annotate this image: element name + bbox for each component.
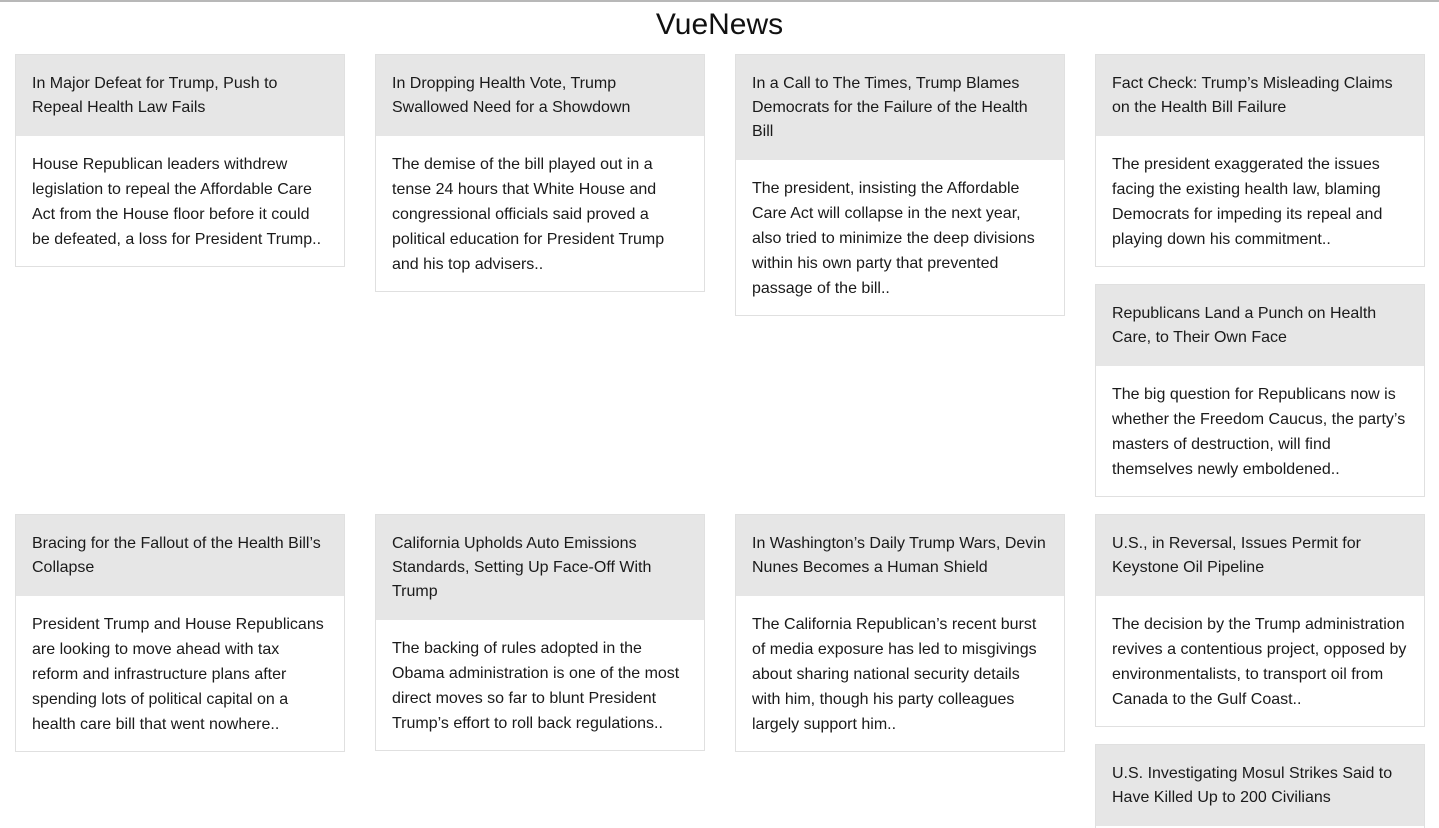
news-card-abstract: The decision by the Trump administration revives a contentious project, opposed by environmentalists, to transport oil from Canada to the Gulf Coast.. <box>1112 616 1407 708</box>
news-card-abstract: The president exaggerated the issues facing the existing health law, blaming Democrats for impeding its repeal and playing down his commitment.. <box>1112 156 1383 248</box>
news-card-title: U.S. Investigating Mosul Strikes Said to Have Killed Up to 200 Civilians <box>1096 745 1424 826</box>
news-card-title: Fact Check: Trump’s Misleading Claims on the Health Bill Failure <box>1096 55 1424 136</box>
news-card[interactable] <box>375 514 705 751</box>
news-card-abstract: President Trump and House Republicans are looking to move ahead with tax reform and infrastructure plans after spending lots of political capital on a health care bill that went nowhere.. <box>32 616 324 733</box>
news-card-title: Republicans Land a Punch on Health Care, to Their Own Face <box>1096 285 1424 366</box>
news-card-title: Bracing for the Fallout of the Health Bill’s Collapse <box>16 515 344 596</box>
news-card-abstract: The big question for Republicans now is whether the Freedom Caucus, the party’s masters of destruction, will find themselves newly emboldened.. <box>1112 386 1406 478</box>
news-card-title: In Dropping Health Vote, Trump Swallowed Need for a Showdown <box>376 55 704 136</box>
news-card[interactable] <box>1095 284 1425 497</box>
news-card-abstract: The California Republican’s recent burst of media exposure has led to misgivings about sharing national security details with him, though his party colleagues largely support him.. <box>752 616 1037 733</box>
news-card[interactable] <box>375 54 705 292</box>
news-card-title: In a Call to The Times, Trump Blames Democrats for the Failure of the Health Bill <box>736 55 1064 160</box>
news-card[interactable] <box>735 514 1065 752</box>
news-card[interactable] <box>15 514 345 752</box>
top-border <box>0 0 1439 2</box>
app-title: VueNews <box>655 8 784 41</box>
news-card-abstract: The president, insisting the Affordable Care Act will collapse in the next year, also tried to minimize the deep divisions within his own party that prevented passage of the bill.. <box>752 180 1035 297</box>
news-card[interactable] <box>15 54 345 267</box>
news-card-title: California Upholds Auto Emissions Standards, Setting Up Face-Off With Trump <box>376 515 704 620</box>
news-card[interactable] <box>1095 744 1425 828</box>
news-card-abstract: House Republican leaders withdrew legislation to repeal the Affordable Care Act from the House floor before it could be defeated, a loss for President Trump.. <box>32 156 322 248</box>
news-card-abstract: The demise of the bill played out in a tense 24 hours that White House and congressional officials said proved a political education for President Trump and his top advisers.. <box>392 156 665 273</box>
news-card-title: In Major Defeat for Trump, Push to Repeal Health Law Fails <box>16 55 344 136</box>
news-card[interactable] <box>735 54 1065 316</box>
news-card-title: U.S., in Reversal, Issues Permit for Keystone Oil Pipeline <box>1096 515 1424 596</box>
news-card[interactable] <box>1095 54 1425 267</box>
news-card[interactable] <box>1095 514 1425 727</box>
news-card-title: In Washington’s Daily Trump Wars, Devin Nunes Becomes a Human Shield <box>736 515 1064 596</box>
news-card-abstract: The backing of rules adopted in the Obama administration is one of the most direct moves so far to blunt President Trump’s effort to roll back regulations.. <box>392 640 680 732</box>
